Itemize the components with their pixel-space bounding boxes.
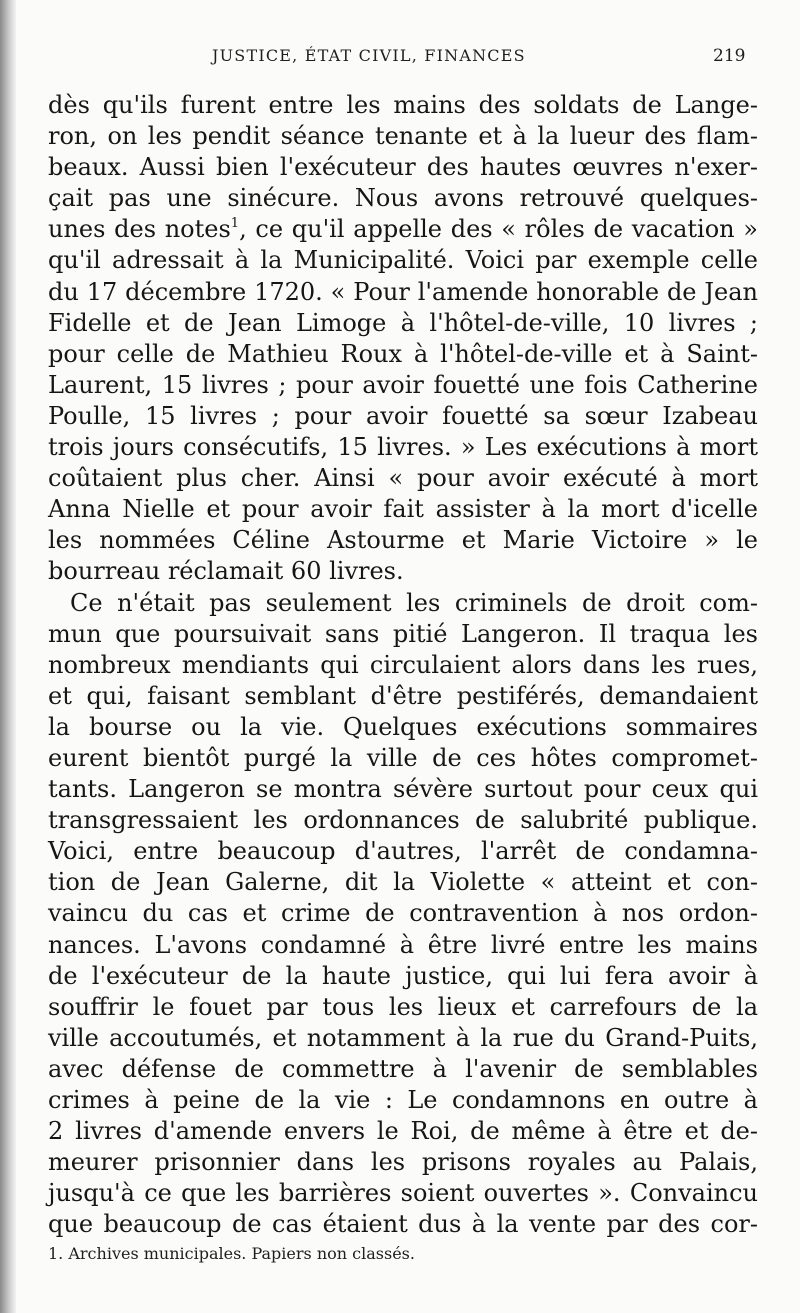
text-line: Voici, entre beaucoup d'autres, l'arrêt de condamna- (48, 837, 758, 866)
text-line: eurent bientôt purgé la ville de ces hôtes compromet- (48, 743, 758, 772)
text-line: nombreux mendiants qui circulaient alors dans les rues, (48, 650, 758, 679)
text-line: beaux. Aussi bien l'exécuteur des hautes œuvres n'exer- (48, 153, 758, 182)
text-line: jusqu'à ce que les barrières soient ouvertes ». Convaincu (48, 1179, 758, 1208)
text-line: coûtaient plus cher. Ainsi « pour avoir exécuté à mort (48, 464, 758, 493)
text-line: 2 livres d'amende envers le Roi, de même à être et de- (48, 1117, 758, 1146)
text-line: qu'il adressait à la Municipalité. Voici par exemple celle (48, 246, 758, 275)
paragraph-last-line: bourreau réclamait 60 livres. (48, 557, 404, 586)
text-line: avec défense de commettre à l'avenir de semblables (48, 1054, 758, 1083)
paragraph-first-line: Ce n'était pas seulement les criminels de droit com- (70, 588, 758, 617)
page-number: 219 (713, 46, 746, 66)
text-line: souffrir le fouet par tous les lieux et carrefours de la (48, 992, 758, 1021)
text-line: de l'exécuteur de la haute justice, qui lui fera avoir à (48, 961, 758, 990)
text-line: et qui, faisant semblant d'être pestiférés, demandaient (48, 681, 758, 710)
text-line: ron, on les pendit séance tenante et à la lueur des flam- (48, 122, 758, 151)
text-line: Laurent, 15 livres ; pour avoir fouetté une fois Catherine (48, 370, 758, 399)
body-text (48, 90, 758, 1240)
text-line: mun que poursuivait sans pitié Langeron. Il traqua les (48, 619, 758, 648)
text-line: çait pas une sinécure. Nous avons retrouvé quelques- (48, 184, 758, 213)
text-line-start: unes des notes (48, 215, 231, 244)
text-line: meurer prisonnier dans les prisons royales au Palais, (48, 1148, 758, 1177)
running-head: JUSTICE, ÉTAT CIVIL, FINANCES (212, 46, 526, 65)
text-line: crimes à peine de la vie : Le condamnons en outre à (48, 1086, 758, 1114)
text-line: ville accoutumés, et notamment à la rue du Grand-Puits, (48, 1023, 758, 1052)
text-line: vaincu du cas et crime de contravention à nos ordon- (48, 899, 758, 928)
text-line: transgressaient les ordonnances de salubrité publique. (48, 806, 758, 835)
text-line: tants. Langeron se montra sévère surtout pour ceux qui (48, 775, 758, 804)
text-line: pour celle de Mathieu Roux à l'hôtel-de-ville et à Saint- (48, 339, 758, 368)
text-line-with-note (48, 214, 758, 245)
text-line: nances. L'avons condamné à être livré entre les mains (48, 930, 758, 959)
text-line: la bourse ou la vie. Quelques exécutions sommaires (48, 712, 758, 741)
text-line-end: , ce qu'il appelle des « rôles de vacation » (239, 215, 758, 244)
text-line: du 17 décembre 1720. « Pour l'amende honorable de Jean (48, 277, 758, 306)
text-line: trois jours consécutifs, 15 livres. » Les exécutions à mort (48, 433, 758, 462)
text-line: Fidelle et de Jean Limoge à l'hôtel-de-ville, 10 livres ; (48, 308, 758, 337)
text-line: dès qu'ils furent entre les mains des soldats de Lange- (48, 91, 758, 119)
text-line: Poulle, 15 livres ; pour avoir fouetté sa sœur Izabeau (48, 401, 758, 430)
footnote: 1. Archives municipales. Papiers non classés. (48, 1244, 415, 1263)
text-line: les nommées Céline Astourme et Marie Victoire » le (48, 526, 758, 555)
text-line: Anna Nielle et pour avoir fait assister à la mort d'icelle (48, 495, 758, 524)
text-line: que beaucoup de cas étaient dus à la vente par des cor- (48, 1210, 758, 1239)
footnote-marker: 1 (230, 216, 240, 232)
text-line: tion de Jean Galerne, dit la Violette « atteint et con- (48, 868, 758, 897)
page-gutter-shadow (0, 0, 16, 1313)
